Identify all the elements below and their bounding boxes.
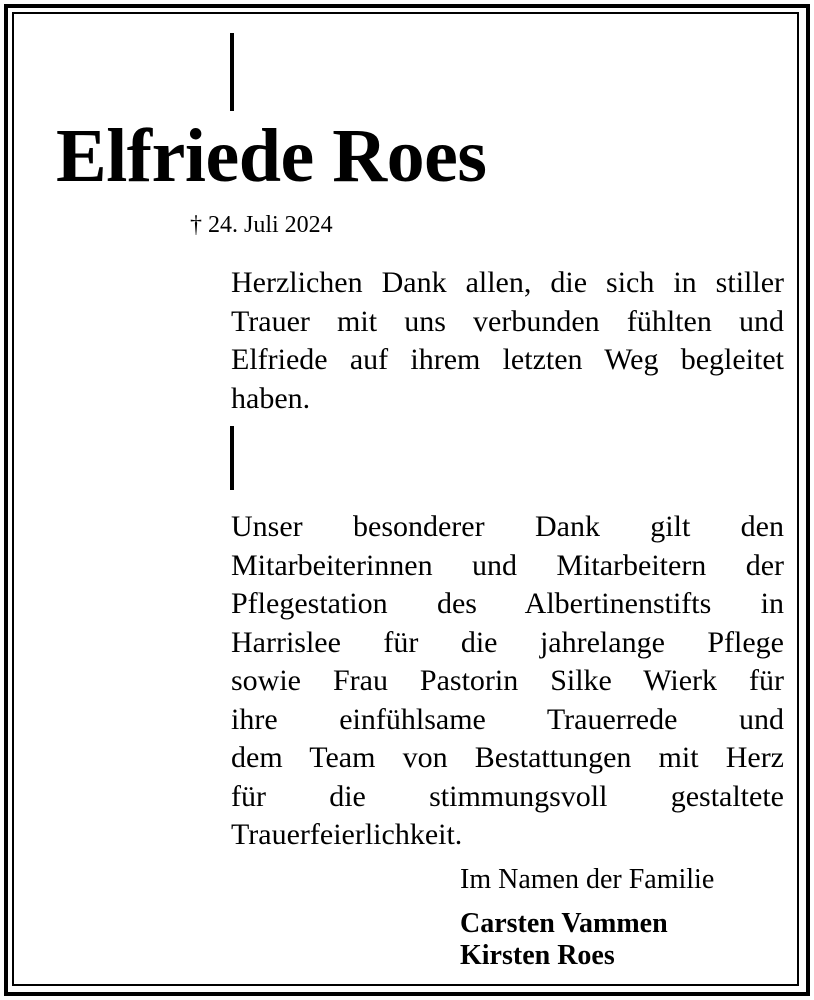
special-thanks-paragraph: [231, 508, 784, 855]
paragraph-line: für die stimmungsvoll gestaltete: [231, 779, 784, 813]
signer-name: Kirsten Roes: [460, 940, 615, 971]
paragraph-line: Pflegestation des Albertinenstifts in: [231, 587, 784, 620]
paragraph-line: Trauer mit uns verbunden fühlten und: [231, 304, 784, 338]
deceased-name: Elfriede Roes: [56, 114, 487, 198]
paragraph-line: haben.: [231, 381, 311, 415]
paragraph-line: Trauerfeierlichkeit.: [231, 818, 463, 851]
paragraph-line: dem Team von Bestattungen mit Herz: [231, 741, 784, 774]
signoff-text: Im Namen der Familie: [460, 864, 715, 895]
paragraph-line: Unser besonderer Dank gilt den: [231, 510, 784, 543]
thanks-paragraph: [231, 264, 784, 418]
paragraph-line: Herzlichen Dank allen, die sich in stiller: [231, 266, 784, 299]
top-vertical-rule: [230, 33, 234, 111]
paragraph-line: ihre einfühlsame Trauerrede und: [231, 702, 784, 736]
paragraph-line: Mitarbeiterinnen und Mitarbeitern der: [231, 548, 784, 582]
paragraph-line: Elfriede auf ihrem letzten Weg begleitet: [231, 343, 784, 376]
signer-name: Carsten Vammen: [460, 908, 668, 939]
death-date: † 24. Juli 2024: [190, 212, 333, 238]
paragraph-line: Harrislee für die jahrelange Pflege: [231, 625, 784, 659]
paragraph-line: sowie Frau Pastorin Silke Wierk für: [231, 664, 784, 697]
middle-vertical-rule: [230, 426, 234, 490]
